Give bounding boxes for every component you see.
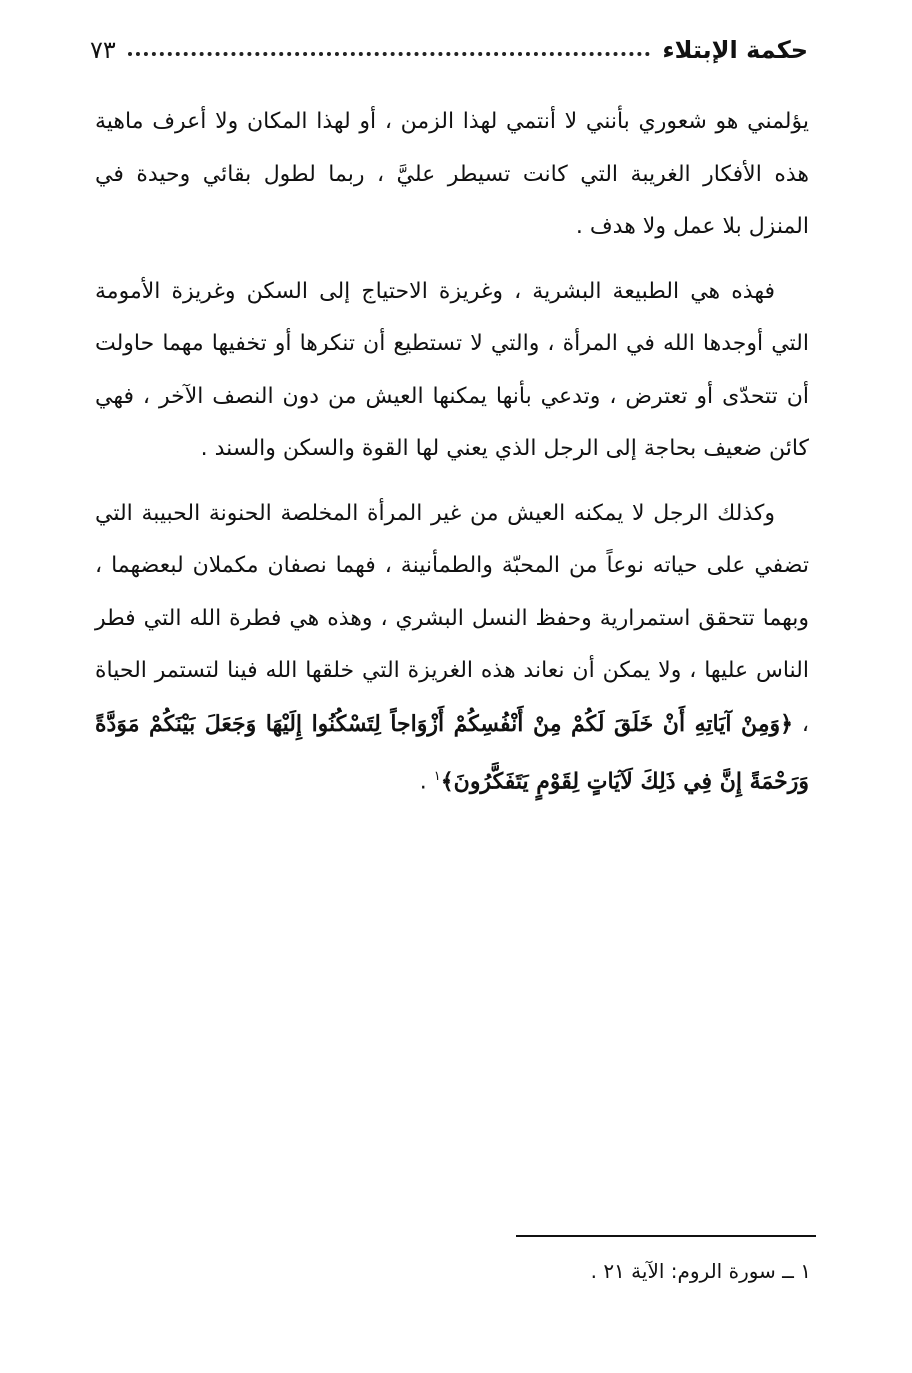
page-number: ٧٣ [90, 36, 116, 64]
chapter-title: حكمة الإبتلاء [662, 36, 808, 64]
running-header [90, 30, 808, 70]
footnote-divider [516, 1235, 816, 1237]
footnote: ١ ــ سورة الروم: الآية ٢١ . [590, 1259, 811, 1283]
paragraph-3-text: وكذلك الرجل لا يمكنه العيش من غير المرأة المخلصة الحنونة الحبيبة التي تضفي على حياته نوعاً من المحبّة والطمأنينة ، فهما نصفان مكملان لبعضهما ، وبهما تتحقق استمرارية وحفظ النسل البشري ، وهذه هي فطرة الله التي فطر الناس عليها ، ولا يمكن أن نعاند هذه الغريزة التي خلقها الله فينا لتستمر الحياة ، [95, 500, 809, 737]
paragraph-3-end: . [419, 769, 434, 795]
body-text [95, 96, 809, 821]
paragraph-2: فهذه هي الطبيعة البشرية ، وغريزة الاحتياج إلى السكن وغريزة الأمومة التي أوجدها الله في المرأة ، والتي لا تستطيع أن تنكرها أو تخفيها مهما حاولت أن تتحدّى أو تعترض ، وتدعي بأنها يمكنها العيش من دون النصف الآخر ، فهي كائن ضعيف بحاجة إلى الرجل الذي يعني لها القوة والسكن والسند . [95, 278, 809, 461]
quran-verse: ﴿وَمِنْ آيَاتِهِ أَنْ خَلَقَ لَكُمْ مِنْ أَنْفُسِكُمْ أَزْوَاجاً لِتَسْكُنُوا إِلَيْهَا وَجَعَلَ بَيْنَكُمْ مَوَدَّةً وَرَحْمَةً إِنَّ فِي ذَلِكَ لَآيَاتٍ لِقَوْمٍ يَتَفَكَّرُونَ﴾ [95, 710, 809, 795]
paragraph-3 [95, 488, 809, 809]
paragraph-1: يؤلمني هو شعوري بأنني لا أنتمي لهذا الزمن ، أو لهذا المكان ولا أعرف ماهية هذه الأفكار الغريبة التي كانت تسيطر عليَّ ، ربما لطول بقائي وحيدة في المنزل بلا عمل ولا هدف . [95, 109, 809, 239]
dotted-leader [128, 52, 651, 56]
footnote-marker: ١ [433, 769, 441, 784]
